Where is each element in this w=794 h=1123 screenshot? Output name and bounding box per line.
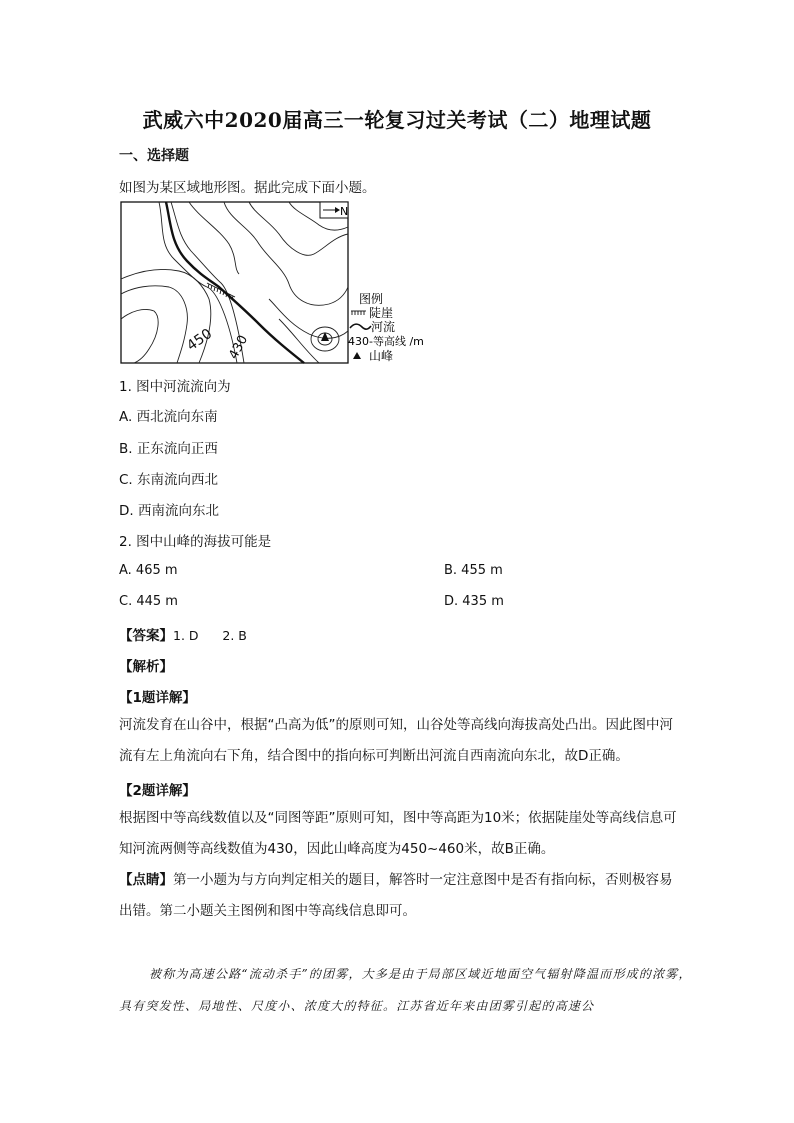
answer-label: 【答案】 <box>119 628 173 644</box>
analysis-label: 【解析】 <box>119 659 173 675</box>
comment-label: 【点睛】 <box>119 872 173 888</box>
legend-cliff-icon <box>351 311 366 315</box>
detail2-label: 【2题详解】 <box>119 783 196 799</box>
question-intro: 如图为某区域地形图。据此完成下面小题。 <box>119 180 376 196</box>
legend-river: 河流 <box>371 320 396 334</box>
q2-option-b: B. 455 m <box>444 563 503 578</box>
section-heading: 一、选择题 <box>119 148 189 164</box>
topographic-map <box>119 199 449 369</box>
q2-stem: 2. 图中山峰的海拔可能是 <box>119 534 272 550</box>
north-label: N <box>340 205 349 218</box>
q1-stem: 1. 图中河流流向为 <box>119 379 231 395</box>
legend-peak-icon <box>353 352 361 359</box>
legend-river-icon <box>350 324 371 329</box>
detail1-text: 河流发育在山谷中，根据“凸高为低”的原则可知，山谷处等高线向海拔高处凸出。因此图中河流有左上角流向右下角，结合图中的指向标可判断出河流自西南流向东北，故D正确。 <box>119 717 673 764</box>
page-title: 武威六中2020届高三一轮复习过关考试（二）地理试题 <box>142 108 652 132</box>
q2-option-a: A. 465 m <box>119 563 178 578</box>
q1-option-b: B. 正东流向正西 <box>119 441 218 457</box>
q2-option-c: C. 445 m <box>119 594 178 609</box>
comment-paragraph <box>119 865 679 927</box>
q2-option-d: D. 435 m <box>444 594 504 609</box>
answer-line <box>119 624 247 644</box>
legend-cliff: 陡崖 <box>369 306 394 320</box>
reading-passage: 被称为高速公路“流动杀手”的团雾，大多是由于局部区域近地面空气辐射降温而形成的浓雾，具有突发性、局地性、尺度小、浓度大的特征。江苏省近年来由团雾引起的高速公 <box>119 967 692 1013</box>
legend-peak: 山峰 <box>369 349 394 363</box>
q1-option-d: D. 西南流向东北 <box>119 503 219 519</box>
detail2-text: 根据图中等高线数值以及“同图等距”原则可知，图中等高距为10米；依据陡崖处等高线信息可知河流两侧等高线数值为430，因此山峰高度为450~460米，故B正确。 <box>119 810 677 857</box>
legend-contour: 430-等高线 /m <box>348 335 424 348</box>
contour-label-450: 450 <box>184 325 216 355</box>
detail1-label: 【1题详解】 <box>119 690 196 706</box>
legend-title: 图例 <box>359 292 384 306</box>
contour-label-430: 430 <box>226 332 252 362</box>
q1-option-c: C. 东南流向西北 <box>119 472 219 488</box>
answer-text: 1. D 2. B <box>173 628 247 643</box>
comment-text: 第一小题为与方向判定相关的题目，解答时一定注意图中是否有指向标，否则极容易出错。第二小题关主图例和图中等高线信息即可。 <box>119 872 673 919</box>
q1-option-a: A. 西北流向东南 <box>119 409 218 425</box>
